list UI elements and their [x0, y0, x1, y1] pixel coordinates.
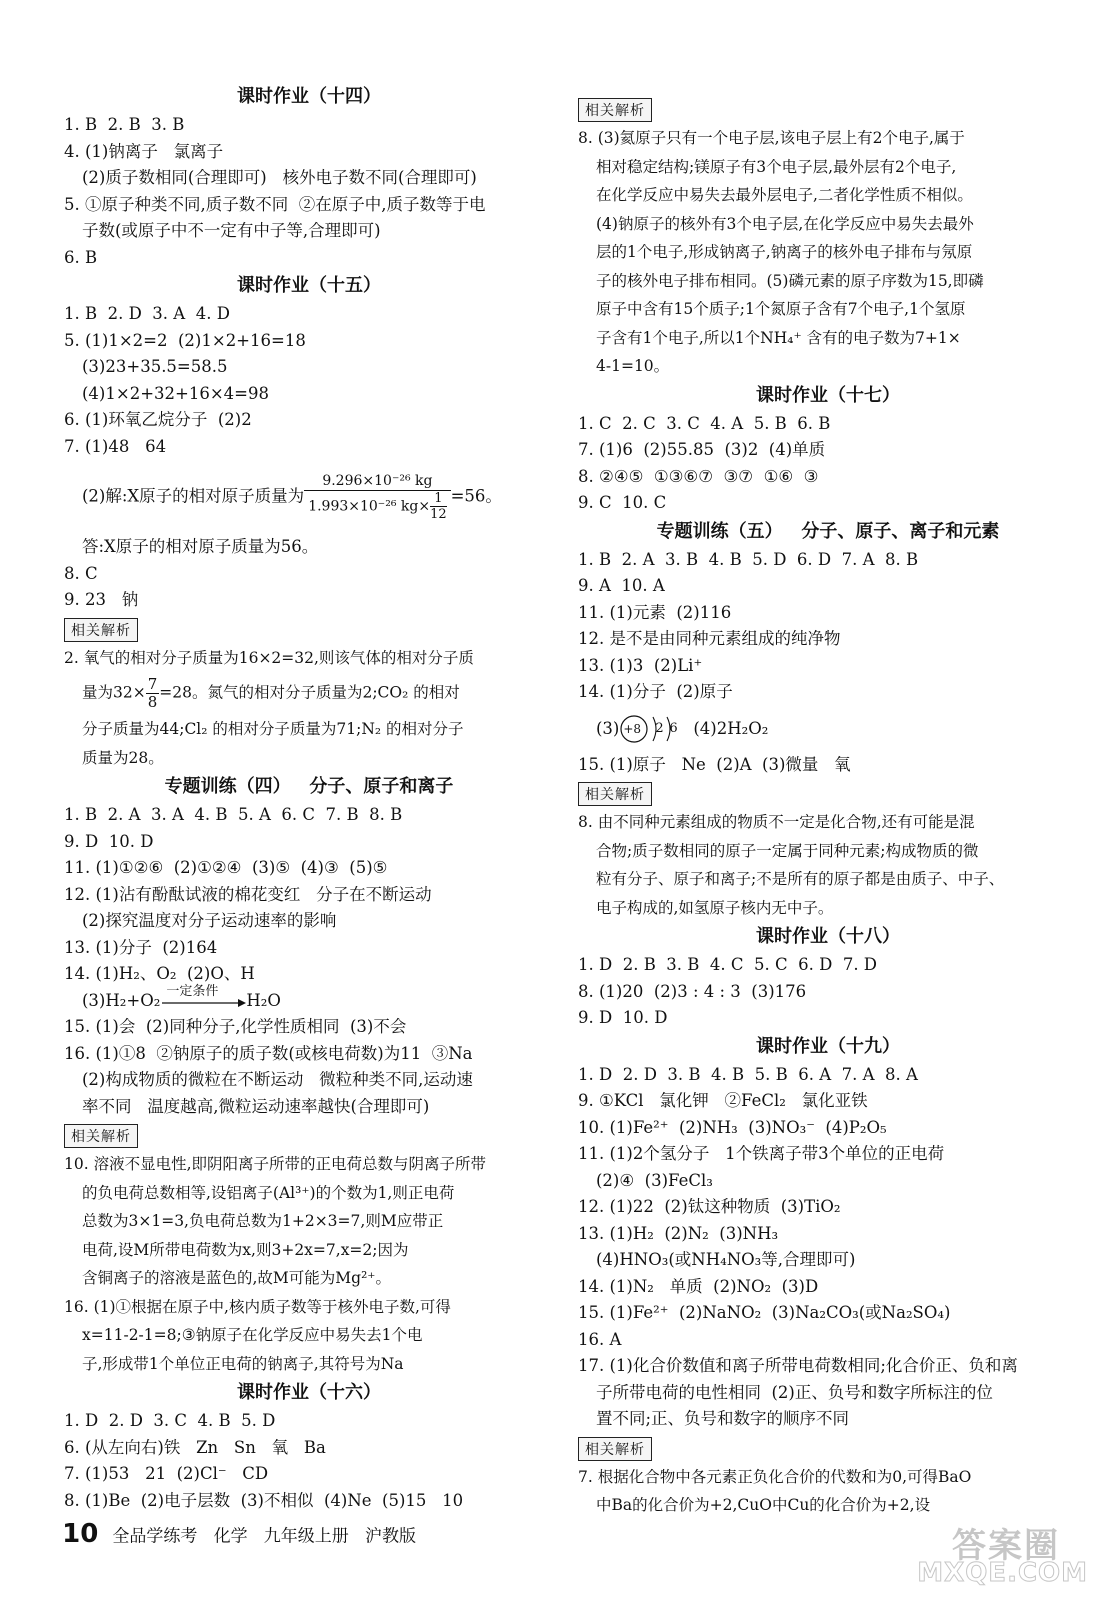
small-fraction: [430, 491, 447, 522]
answer-line: (2)④ (3)FeCl₃: [596, 1170, 713, 1190]
answer-line: 5. (1)1×2=2 (2)1×2+16=18: [64, 330, 306, 350]
analysis-line: 子的核外电子排布相同。(5)磷元素的原子序数为15,即磷: [596, 271, 984, 290]
answer-line: 7. (1)6 (2)55.85 (3)2 (4)单质: [578, 440, 826, 459]
shell1-electrons: 2: [655, 721, 664, 736]
analysis-line: 2. 氧气的相对分子质量为16×2=32,则该气体的相对分子质: [64, 648, 474, 667]
analysis-line: 8. 由不同种元素组成的物质不一定是化合物,还有可能是混: [578, 813, 975, 831]
answer-line: 9. ①KCl 氯化钾 ②FeCl₂ 氯化亚铁: [578, 1091, 868, 1110]
answer-line: 1. B 2. A 3. A 4. B 5. A 6. C 7. B 8. B: [64, 805, 403, 824]
right-column: [578, 94, 1078, 1520]
small-numerator: 1: [430, 491, 447, 507]
page-footer: [52, 1500, 416, 1549]
analysis-line: 电子构成的,如氢原子核内无中子。: [596, 898, 834, 917]
answer-line: 6. (从左向右)铁 Zn Sn 氧 Ba: [64, 1437, 326, 1457]
answer-line: 16. (1)①8 ②钠原子的质子数(或核电荷数)为11 ③Na: [64, 1043, 473, 1063]
answer-line: 14. (1)N₂ 单质 (2)NO₂ (3)D: [578, 1276, 819, 1296]
equation-reactants: (3)H₂+O₂: [82, 990, 161, 1010]
site-watermark-logo: [917, 1510, 1090, 1590]
fraction-line: [64, 472, 554, 522]
analysis-line: 7. 根据化合物中各元素正负化合价的代数和为0,可得BaO: [578, 1467, 972, 1486]
analysis-text: =28。氮气的相对分子质量为2;CO₂ 的相对: [159, 683, 460, 702]
answer-line: 1. D 2. D 3. B 4. B 5. B 6. A 7. A 8. A: [578, 1064, 918, 1084]
analysis-tag: 相关解析: [578, 1437, 652, 1461]
answer-line: 7. (1)53 21 (2)Cl⁻ CD: [64, 1464, 269, 1483]
answer-line: 10. (1)Fe²⁺ (2)NH₃ (3)NO₃⁻ (4)P₂O₅: [578, 1117, 887, 1137]
answer-line: 答:X原子的相对原子质量为56。: [82, 537, 319, 556]
section-heading: 专题训练（四） 分子、原子和离子: [164, 776, 454, 797]
analysis-line: 粒有分子、原子和离子;不是所有的原子都是由质子、中子、: [596, 870, 1005, 888]
section-heading: 课时作业（十四）: [237, 86, 381, 107]
reaction-condition: 一定条件: [166, 984, 219, 999]
answer-line: 12. (1)22 (2)钛这种物质 (3)TiO₂: [578, 1197, 841, 1216]
answer-line: 17. (1)化合价数值和离子所带电荷数相同;化合价正、负和离: [578, 1356, 1018, 1375]
analysis-line: [64, 676, 554, 711]
equation-product: H₂O: [246, 990, 281, 1010]
oxygen-atom-structure-diagram: [619, 711, 683, 747]
shell2-electrons: 6: [669, 721, 678, 736]
answer-line: 6. (1)环氧乙烷分子 (2)2: [64, 410, 252, 429]
answer-line: 9. D 10. D: [64, 831, 154, 851]
answer-line: (2)构成物质的微粒在不断运动 微粒种类不同,运动速: [82, 1070, 473, 1089]
analysis-line: 子含有1个电子,所以1个NH₄⁺ 含有的电子数为7+1×: [596, 328, 961, 347]
answer-line: 8. ②④⑤ ①③⑥⑦ ③⑦ ①⑥ ③: [578, 466, 819, 486]
answer-line: 1. B 2. A 3. B 4. B 5. D 6. D 7. A 8. B: [578, 549, 919, 569]
answer-line: 14. (1)H₂、O₂ (2)O、H: [64, 964, 255, 983]
answer-line: 9. A 10. A: [578, 576, 665, 595]
answer-line: 1. B 2. D 3. A 4. D: [64, 304, 230, 323]
answer-line: 9. D 10. D: [578, 1008, 668, 1027]
answer-line: 13. (1)3 (2)Li⁺: [578, 655, 703, 675]
analysis-line: x=11-2-1=8;③钠原子在化学反应中易失去1个电: [82, 1326, 423, 1344]
answer-line: 1. B 2. B 3. B: [64, 115, 185, 134]
section-heading: 课时作业（十九）: [756, 1035, 900, 1057]
answer-line: (4)HNO₃(或NH₄NO₃等,合理即可): [596, 1250, 856, 1269]
analysis-line: 原子中含有15个质子;1个氮原子含有7个电子,1个氢原: [596, 300, 966, 318]
analysis-line: 合物;质子数相同的原子一定属于同种元素;构成物质的微: [596, 841, 979, 860]
analysis-line: 含铜离子的溶液是蓝色的,故M可能为Mg²⁺。: [82, 1269, 391, 1287]
answer-line: 9. 23 钠: [64, 590, 139, 609]
analysis-line: 10. 溶液不显电性,即阴阳离子所带的正电荷总数与阴离子所带: [64, 1155, 487, 1173]
small-denominator: 12: [430, 507, 447, 522]
answer-line: 子数(或原子中不一定有中子等,合理即可): [82, 221, 381, 240]
analysis-line: 电荷,设M所带电荷数为x,则3+2x=7,x=2;因为: [82, 1240, 409, 1259]
answer-line: 1. C 2. C 3. C 4. A 5. B 6. B: [578, 413, 831, 433]
watermark-logo-text: 答案圈: [952, 1526, 1060, 1566]
book-title: 全品学练考 化学 九年级上册 沪教版: [112, 1526, 416, 1547]
answer-line: 16. A: [578, 1329, 622, 1349]
answer-line: 14. (1)分子 (2)原子: [578, 682, 733, 701]
fraction-denominator: [304, 491, 450, 522]
analysis-line: 16. (1)①根据在原子中,核内质子数等于核外电子数,可得: [64, 1297, 451, 1316]
page-number: 10: [62, 1519, 99, 1549]
small-fraction: [146, 676, 160, 711]
answer-text: (2)解:X原子的相对原子质量为: [82, 486, 305, 506]
analysis-line: 的负电荷总数相等,设铝离子(Al³⁺)的个数为1,则正电荷: [82, 1183, 455, 1202]
nucleus-charge: +8: [623, 722, 642, 736]
reaction-arrow: [160, 984, 246, 1011]
answer-line: 13. (1)分子 (2)164: [64, 937, 218, 957]
section-heading: 课时作业（十六）: [237, 1382, 381, 1403]
answer-line: 8. (1)Be (2)电子层数 (3)不相似 (4)Ne (5)15 10: [64, 1490, 464, 1510]
analysis-line: 相对稳定结构;镁原子有3个电子层,最外层有2个电子,: [596, 157, 957, 176]
analysis-text: 量为32×: [82, 683, 146, 702]
answer-line: 子所带电荷的电性相同 (2)正、负号和数字所标注的位: [596, 1382, 993, 1402]
analysis-line: 中Ba的化合价为+2,CuO中Cu的化合价为+2,设: [596, 1496, 931, 1514]
answer-line: 15. (1)原子 Ne (2)A (3)微量 氧: [578, 754, 851, 774]
answer-line: 12. (1)沾有酚酞试液的棉花变红 分子在不断运动: [64, 884, 432, 904]
section-heading: 课时作业（十八）: [756, 926, 900, 947]
watermark-domain: MXQE.COM: [917, 1558, 1088, 1588]
analysis-line: 4-1=10。: [596, 357, 670, 375]
answer-text: (4)2H₂O₂: [693, 718, 769, 738]
analysis-line: 质量为28。: [82, 748, 164, 767]
answer-line: 7. (1)48 64: [64, 436, 167, 456]
answer-text: =56。: [450, 486, 502, 506]
analysis-line: 在化学反应中易失去最外层电子,二者化学性质不相似。: [596, 186, 973, 204]
answer-line: (4)1×2+32+16×4=98: [82, 383, 269, 403]
denominator-text: 1.993×10⁻²⁶ kg×: [308, 498, 431, 515]
analysis-line: 8. (3)氦原子只有一个电子层,该电子层上有2个电子,属于: [578, 129, 965, 147]
answer-line: 11. (1)元素 (2)116: [578, 602, 732, 622]
answer-line: 15. (1)会 (2)同种分子,化学性质相同 (3)不会: [64, 1017, 407, 1036]
answer-line: 12. 是不是由同种元素组成的纯净物: [578, 629, 841, 648]
answer-line: (3)23+35.5=58.5: [82, 357, 228, 376]
answer-line: 11. (1)①②⑥ (2)①②④ (3)⑤ (4)③ (5)⑤: [64, 858, 388, 877]
analysis-line: 层的1个电子,形成钠离子,钠离子的核外电子排布与氖原: [596, 243, 973, 261]
analysis-tag: 相关解析: [578, 782, 652, 806]
answer-line: (2)探究温度对分子运动速率的影响: [82, 911, 337, 930]
left-column: [64, 82, 554, 1514]
analysis-tag: 相关解析: [578, 98, 652, 122]
section-heading: 课时作业（十五）: [237, 275, 381, 296]
equation-line: [64, 984, 554, 1015]
answer-line: 8. C: [64, 563, 98, 583]
arrow-icon: [160, 995, 246, 1015]
answer-line: 1. D 2. D 3. C 4. B 5. D: [64, 1411, 276, 1430]
section-heading: 课时作业（十七）: [756, 384, 900, 406]
analysis-line: 总数为3×1=3,负电荷总数为1+2×3=7,则M应带正: [82, 1212, 444, 1230]
analysis-line: (4)钠原子的核外有3个电子层,在化学反应中易失去最外: [596, 214, 974, 233]
answer-line: 置不同;正、负号和数字的顺序不同: [596, 1409, 850, 1428]
answer-line: 13. (1)H₂ (2)N₂ (3)NH₃: [578, 1223, 779, 1243]
analysis-tag: 相关解析: [64, 1124, 138, 1148]
answer-line: 率不同 温度越高,微粒运动速率越快(合理即可): [82, 1096, 430, 1116]
answer-line: 6. B: [64, 247, 98, 267]
fraction-numerator: 9.296×10⁻²⁶ kg: [304, 472, 450, 491]
answer-line: (2)质子数相同(合理即可) 核外电子数不同(合理即可): [82, 168, 477, 187]
analysis-line: 分子质量为44;Cl₂ 的相对分子质量为71;N₂ 的相对分子: [82, 720, 464, 738]
answer-line: 9. C 10. C: [578, 493, 667, 512]
answer-line: 15. (1)Fe²⁺ (2)NaNO₂ (3)Na₂CO₃(或Na₂SO₄): [578, 1303, 951, 1322]
atom-diagram-line: [578, 706, 1078, 752]
answer-line: 1. D 2. B 3. B 4. C 5. C 6. D 7. D: [578, 955, 878, 974]
section-heading: 专题训练（五） 分子、原子、离子和元素: [656, 520, 1000, 542]
fraction: [304, 472, 450, 522]
small-numerator: 7: [147, 675, 158, 693]
answer-line: 11. (1)2个氢分子 1个铁离子带3个单位的正电荷: [578, 1144, 945, 1163]
answer-text: (3): [596, 718, 620, 738]
answer-line: 5. ①原子种类不同,质子数不同 ②在原子中,质子数等于电: [64, 194, 486, 214]
small-denominator: 8: [147, 693, 158, 711]
answer-line: 8. (1)20 (2)3 : 4 : 3 (3)176: [578, 981, 807, 1001]
analysis-tag: 相关解析: [64, 618, 138, 642]
analysis-line: 子,形成带1个单位正电荷的钠离子,其符号为Na: [82, 1354, 404, 1373]
answer-line: 4. (1)钠离子 氯离子: [64, 141, 224, 161]
